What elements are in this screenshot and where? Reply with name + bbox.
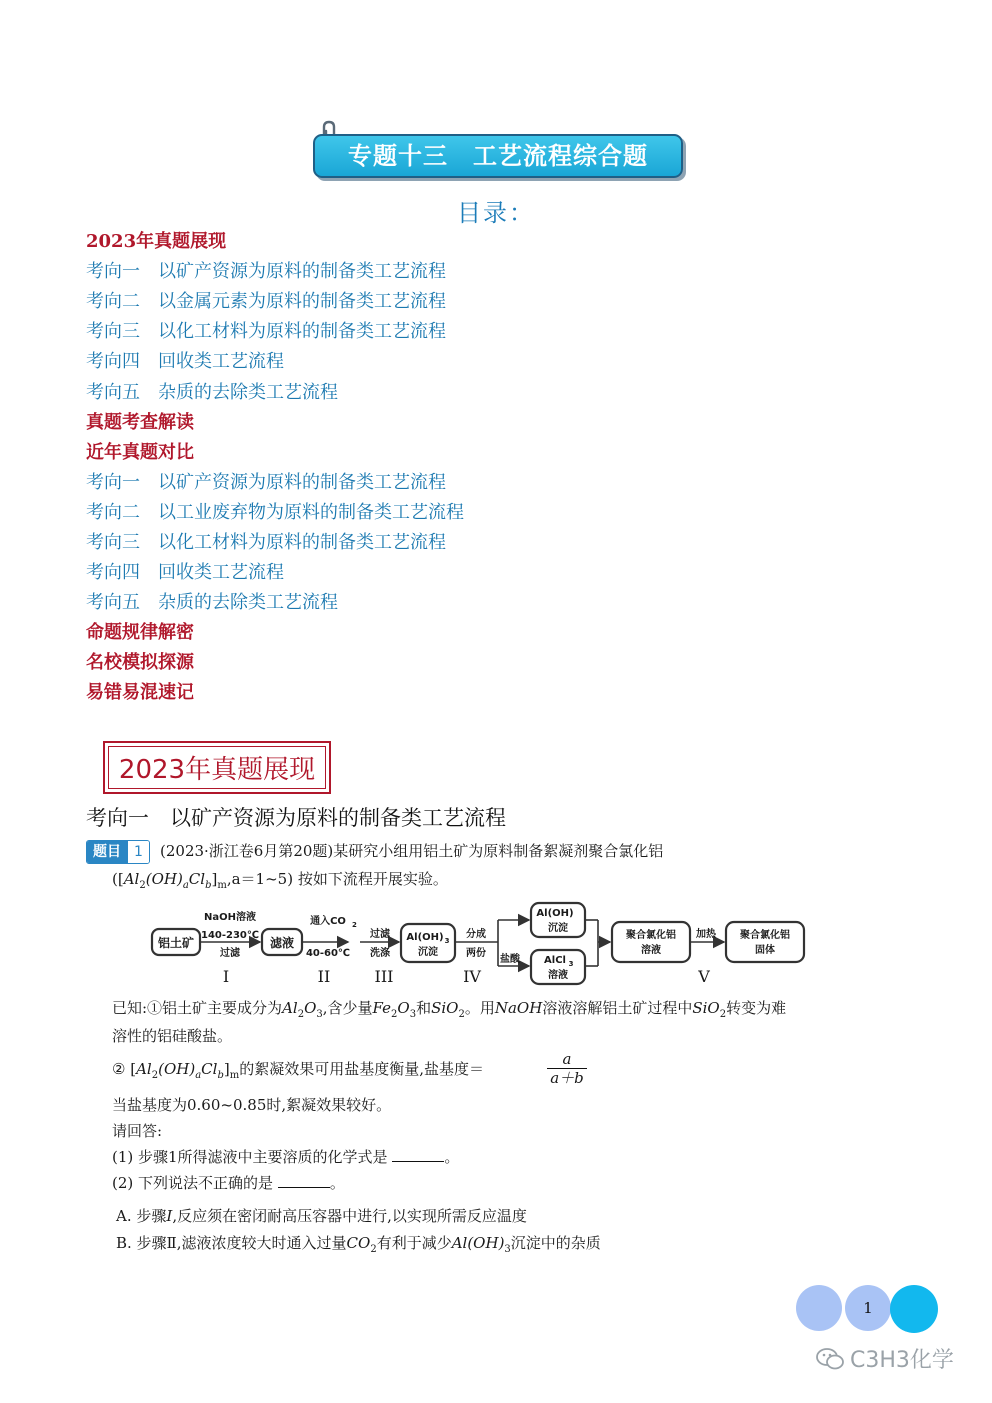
q1-text: (1) 步骤1所得滤液中主要溶质的化学式是 [112,1148,388,1166]
toc-item[interactable]: 考向二 以工业废弃物为原料的制备类工艺流程 [86,502,464,523]
q2-answer-blank[interactable] [278,1173,330,1188]
formula-close: ] [211,870,218,888]
roman-5: V [698,967,710,986]
node-pac-solid-box [726,922,804,962]
node-pac-solution-1: 聚合氯化铝 [626,930,676,941]
section-badge-text: 2023年真题展现 [118,755,316,785]
formula-cl: Cl [188,870,206,888]
toc-item[interactable]: 考向四 回收类工艺流程 [86,351,284,372]
step2-sub: 2 [352,921,357,929]
node-pac-solid-1: 聚合氯化铝 [740,930,790,941]
node-ore: 铝土矿 [157,936,195,950]
known2-b: 的絮凝效果可用盐基度衡量,盐基度＝ [239,1060,484,1078]
node-aloh3-sub: 3 [444,937,450,945]
node-aloh3: Al(OH) [406,932,444,943]
al2o3: Al [282,999,298,1017]
wechat-icon [816,1347,844,1371]
known1-b: ,含少量 [322,999,373,1017]
q2-end: 。 [329,1174,345,1192]
basicity-fraction [547,1050,587,1087]
step4-two: 两份 [466,948,486,959]
answer-prompt: 请回答: [112,1122,163,1140]
option-b: B. 步骤Ⅱ,滤液浓度较大时通入过量$CO_2$有利于减少$Al(OH)_3$沉淀中的杂质 [116,1234,601,1255]
page-circle-left [796,1285,842,1331]
aloh3: Al(OH) [451,1234,505,1252]
node-pac-solution-box [612,922,690,962]
step1-reagent: NaOH溶液 [204,912,256,923]
option-b-prefix: B. 步骤Ⅱ,滤液浓度较大时通入过量 [116,1234,347,1252]
node-pac-solid-2: 固体 [755,945,775,956]
toc-item[interactable]: 考向三 以化工材料为原料的制备类工艺流程 [86,532,446,553]
page-number: 1 [863,1299,873,1317]
known1-d: 。用 [464,999,495,1017]
roman-1: I [222,967,230,986]
formula-sub-b: b [205,880,212,891]
formula-al: Al [123,870,140,888]
option-a-step: I [166,1207,173,1225]
option-b-mid: 有利于减少 [376,1234,452,1252]
toc-item[interactable]: 考向五 杂质的去除类工艺流程 [86,592,338,613]
toc-item[interactable]: 易错易混速记 [86,682,194,703]
known2-a: ② [112,1060,126,1078]
roman-4: IV [463,967,481,986]
process-flow-diagram [148,900,808,990]
known-2: ② $[Al_2(OH)_aCl_b]_m$的絮凝效果可用盐基度衡量,盐基度＝ [112,1060,484,1081]
toc-item[interactable]: 考向一 以矿产资源为原料的制备类工艺流程 [86,472,446,493]
roman-3: III [374,967,394,986]
node-solution: 溶液 [548,970,568,981]
question-badge-number: 1 [127,841,149,863]
toc-item[interactable]: 考向三 以化工材料为原料的制备类工艺流程 [86,321,446,342]
toc-item[interactable]: 考向一 以矿产资源为原料的制备类工艺流程 [86,261,446,282]
node-filtrate: 滤液 [269,936,295,950]
toc-heading: 目录： [457,199,535,227]
page-circle-right [890,1285,938,1333]
option-a-text: ,反应须在密闭耐高压容器中进行,以实现所需反应温度 [172,1207,527,1225]
known-1-line2: 溶性的铝硅酸盐。 [112,1027,233,1045]
formula-open: ([ [112,870,124,888]
question-badge [86,840,150,864]
step3-filter: 过滤 [370,929,390,940]
fraction-denominator: a＋b [547,1068,587,1087]
toc-item[interactable]: 2023年真题展现 [86,231,227,252]
sub-question-2 [112,1172,345,1194]
option-b-end: 沉淀中的杂质 [510,1234,601,1252]
section-heading: 考向一 以矿产资源为原料的制备类工艺流程 [86,806,506,830]
known1-c: 和 [416,999,432,1017]
q1-answer-blank[interactable] [392,1147,444,1162]
step-hcl: 盐酸 [500,954,520,965]
toc-item[interactable]: 名校模拟探源 [86,652,194,673]
fe2o3: Fe [372,999,392,1017]
node-alcl3-sub: 3 [568,960,574,968]
step1-filter: 过滤 [220,948,240,959]
option-a [116,1205,527,1227]
q1-end: 。 [444,1148,460,1166]
roman-2: II [317,967,331,986]
option-a-prefix: A. 步骤 [116,1207,167,1225]
node-precip-top: 沉淀 [548,923,568,934]
q2-text: (2) 下列说法不正确的是 [112,1174,274,1192]
sio2: SiO [431,999,459,1017]
co2: CO [346,1234,371,1252]
watermark [816,1343,954,1374]
known1-e: 溶液溶解铝土矿过程中 [542,999,693,1017]
page-title: 专题十三 工艺流程综合题 [313,134,683,178]
step3-wash: 洗涤 [370,948,390,959]
step2-temp: 40-60℃ [305,948,351,959]
formula-sub: 2 [139,880,146,891]
formula-sub-a: a [182,880,189,891]
known-1: 已知:①铝土矿主要成分为$Al_2O_3$,含少量$Fe_2O_3$和SiO$_2$。用NaOH溶液溶解铝土矿过程中SiO$_2$转变为难 [112,999,787,1020]
step-heat: 加热 [696,929,716,940]
naoh: NaOH [494,999,543,1017]
known1-f: 转变为难 [726,999,787,1017]
sub-question-1 [112,1146,459,1168]
node-precip: 沉淀 [418,947,438,958]
toc-item[interactable]: 命题规律解密 [86,622,194,643]
fraction-numerator: a [562,1050,572,1068]
formula-tail: ,a＝1~5) 按如下流程开展实验。 [226,870,448,888]
question-intro: (2023·浙江卷6月第20题)某研究小组用铝土矿为原料制备絮凝剂聚合氯化铝 [160,842,664,860]
known1-a: 已知:①铝土矿主要成分为 [112,999,283,1017]
step1-temp: 140-230℃ [200,930,260,941]
node-pac-solution-2: 溶液 [641,945,661,956]
toc-item[interactable]: 考向四 回收类工艺流程 [86,562,284,583]
toc-item[interactable]: 考向二 以金属元素为原料的制备类工艺流程 [86,291,446,312]
section-badge [103,741,331,794]
node-alcl3: AlCl [544,955,566,966]
formula-sub-m: m [217,880,227,891]
toc-item[interactable]: 真题考查解读 [86,412,194,433]
step4-split: 分成 [466,929,486,940]
question-badge-label: 题目 [87,841,127,863]
node-aloh3-top: Al(OH) [536,908,574,919]
watermark-text: C3H3化学 [850,1348,954,1373]
toc-item[interactable]: 考向五 杂质的去除类工艺流程 [86,382,338,403]
question-formula-line [112,868,448,897]
step2-reagent: 通入CO [310,916,346,927]
known-3: 当盐基度为0.60~0.85时,絮凝效果较好。 [112,1096,392,1114]
formula-oh: (OH) [145,870,183,888]
toc-item[interactable]: 近年真题对比 [86,442,194,463]
